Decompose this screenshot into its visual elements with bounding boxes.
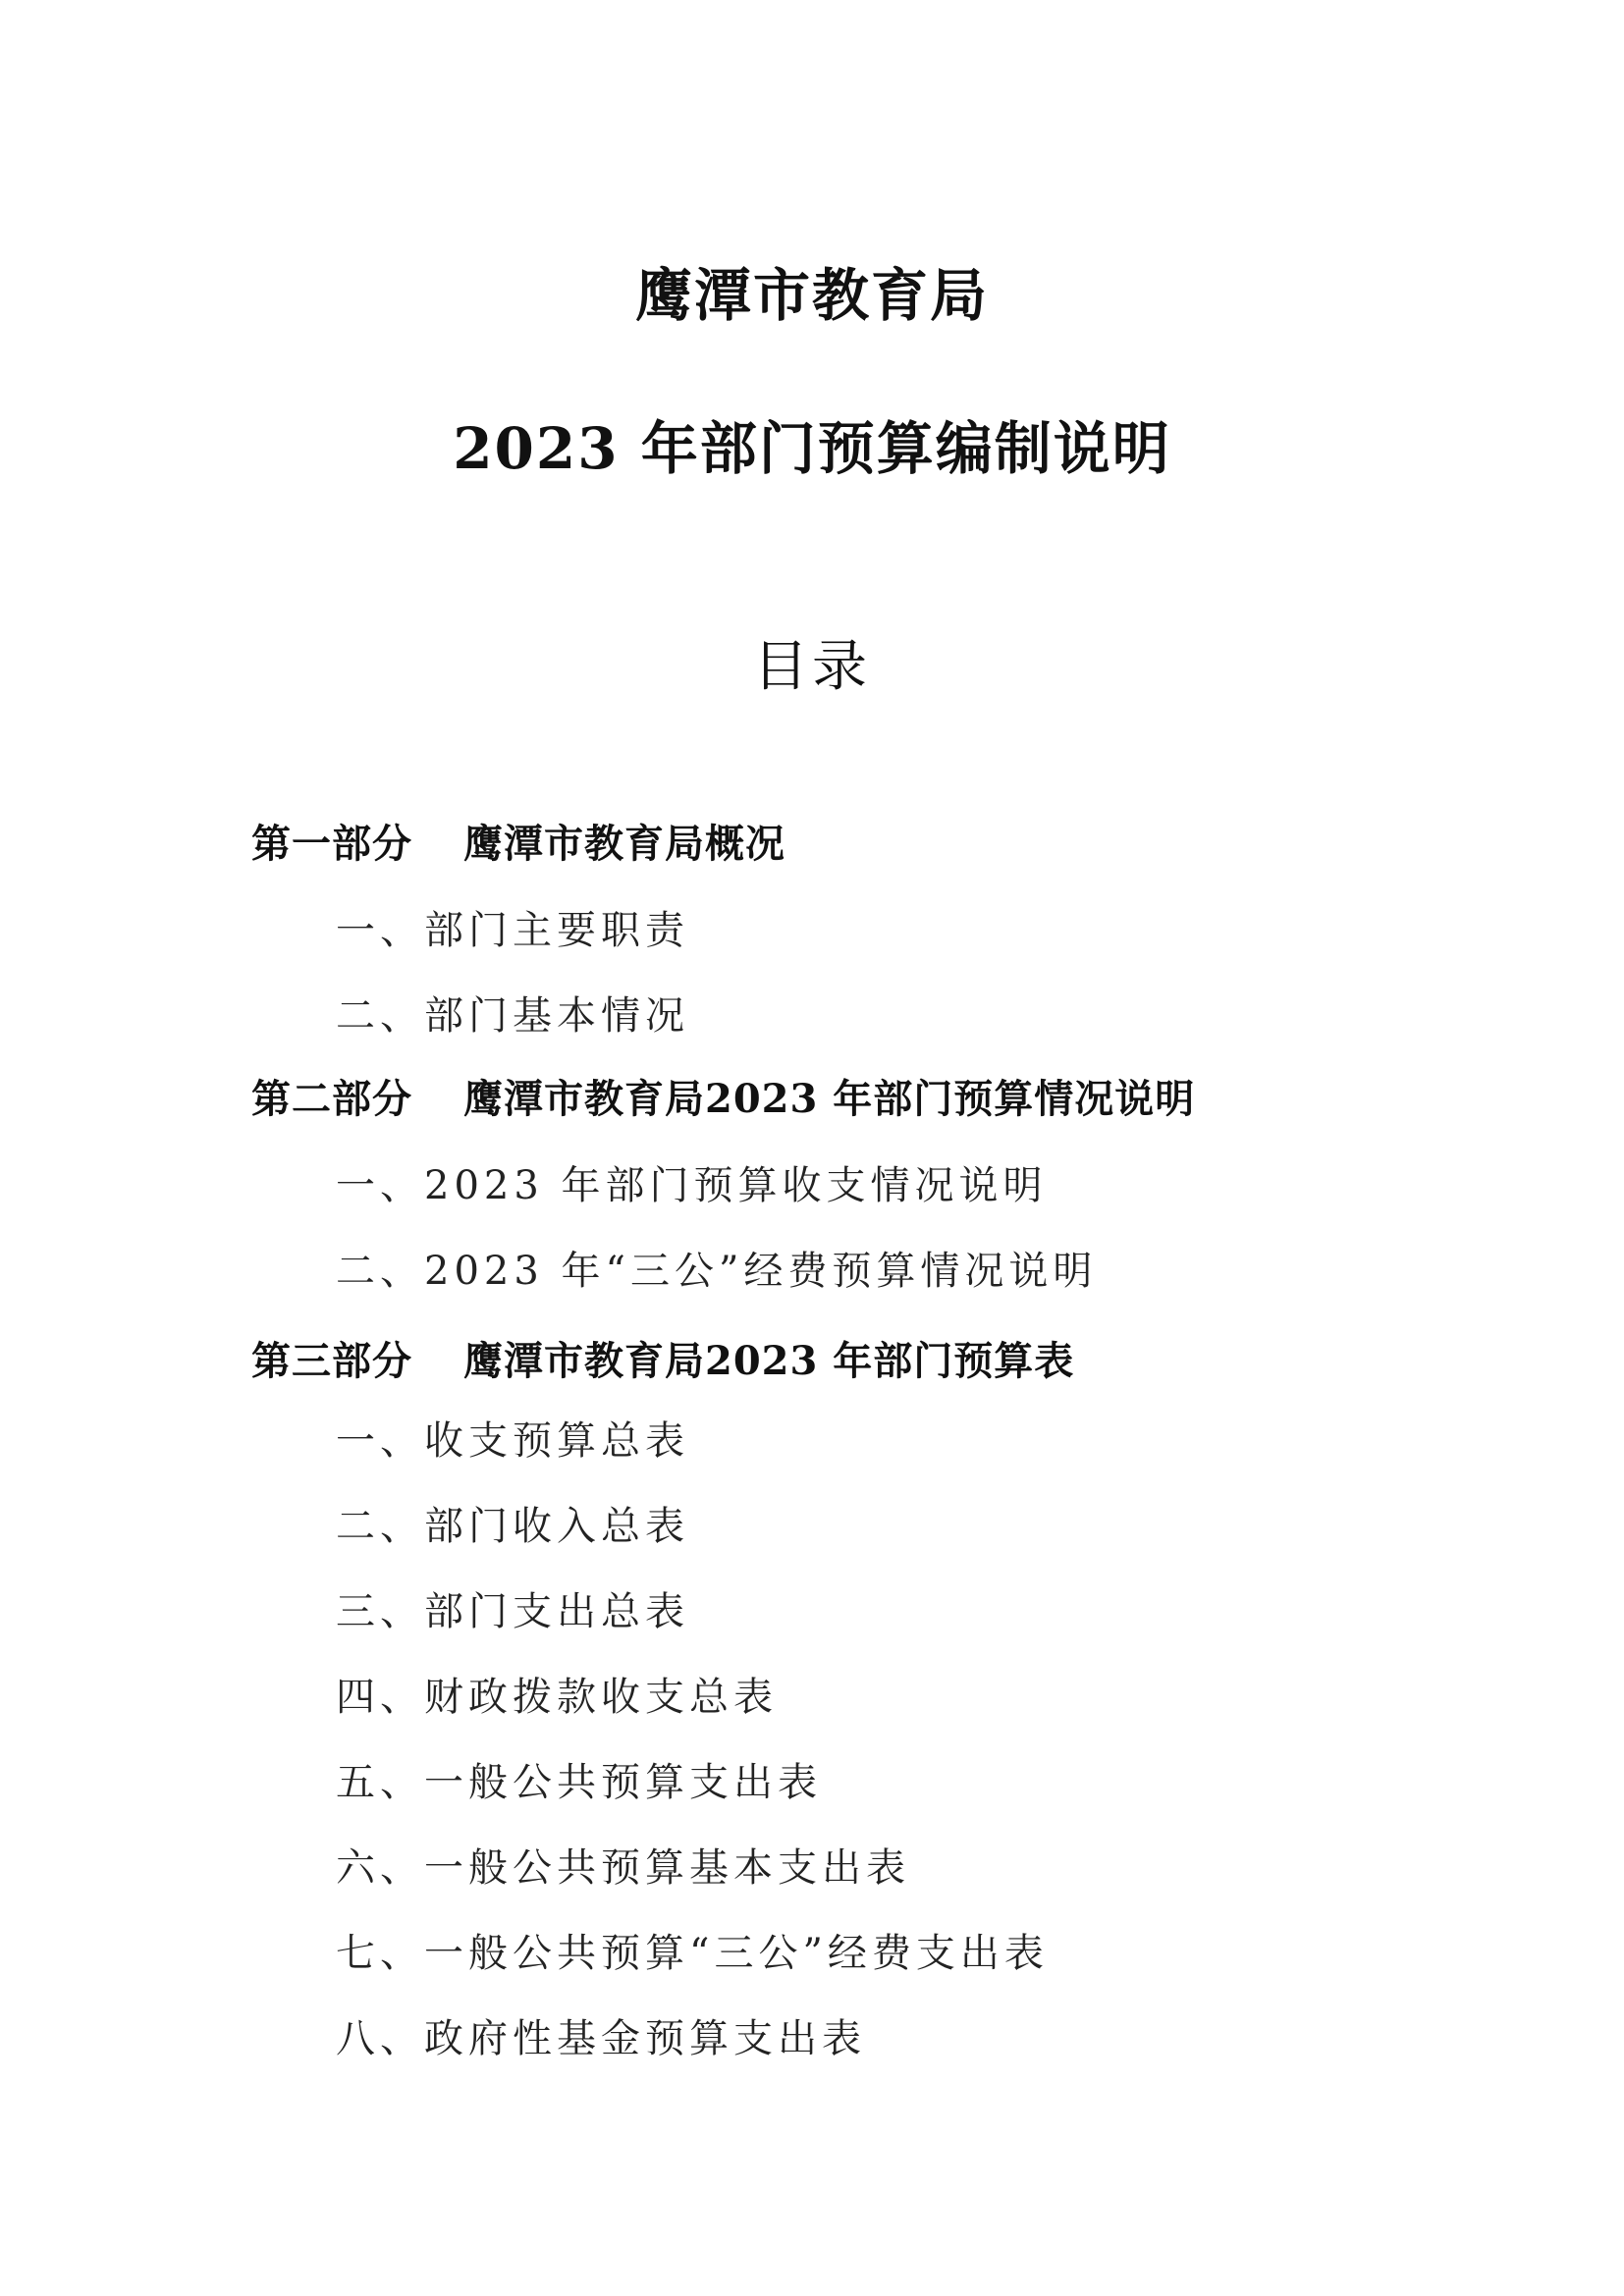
toc-part-2[interactable] xyxy=(251,1076,1196,1122)
toc-item[interactable]: 三、部门支出总表 xyxy=(336,1589,689,1634)
toc-item[interactable]: 六、一般公共预算基本支出表 xyxy=(336,1845,910,1891)
toc-item[interactable]: 七、一般公共预算“三公”经费支出表 xyxy=(336,1931,1049,1976)
toc-item[interactable]: 二、2023 年“三公”经费预算情况说明 xyxy=(336,1249,1098,1294)
toc-part-3[interactable] xyxy=(251,1338,1075,1384)
document-title: 鹰潭市教育局 xyxy=(634,262,989,329)
toc-item[interactable]: 二、部门基本情况 xyxy=(336,993,689,1039)
toc-item[interactable]: 一、部门主要职责 xyxy=(336,908,689,953)
toc-item[interactable]: 八、政府性基金预算支出表 xyxy=(336,2016,866,2061)
toc-part-1[interactable] xyxy=(251,821,785,867)
toc-part-label: 第一部分 xyxy=(251,821,412,867)
toc-item[interactable]: 五、一般公共预算支出表 xyxy=(336,1760,822,1805)
toc-heading: 目录 xyxy=(753,635,871,699)
document-subtitle: 2023 年部门预算编制说明 xyxy=(453,415,1171,482)
toc-item[interactable]: 一、收支预算总表 xyxy=(336,1418,689,1464)
toc-part-label: 第二部分 xyxy=(251,1076,412,1122)
toc-item[interactable]: 二、部门收入总表 xyxy=(336,1504,689,1549)
toc-item[interactable]: 一、2023 年部门预算收支情况说明 xyxy=(336,1163,1048,1208)
toc-item[interactable]: 四、财政拨款收支总表 xyxy=(336,1675,778,1720)
toc-part-title: 鹰潭市教育局概况 xyxy=(463,821,785,867)
toc-part-title: 鹰潭市教育局2023 年部门预算表 xyxy=(463,1338,1075,1384)
toc-part-title: 鹰潭市教育局2023 年部门预算情况说明 xyxy=(463,1076,1196,1122)
toc-part-label: 第三部分 xyxy=(251,1338,412,1384)
